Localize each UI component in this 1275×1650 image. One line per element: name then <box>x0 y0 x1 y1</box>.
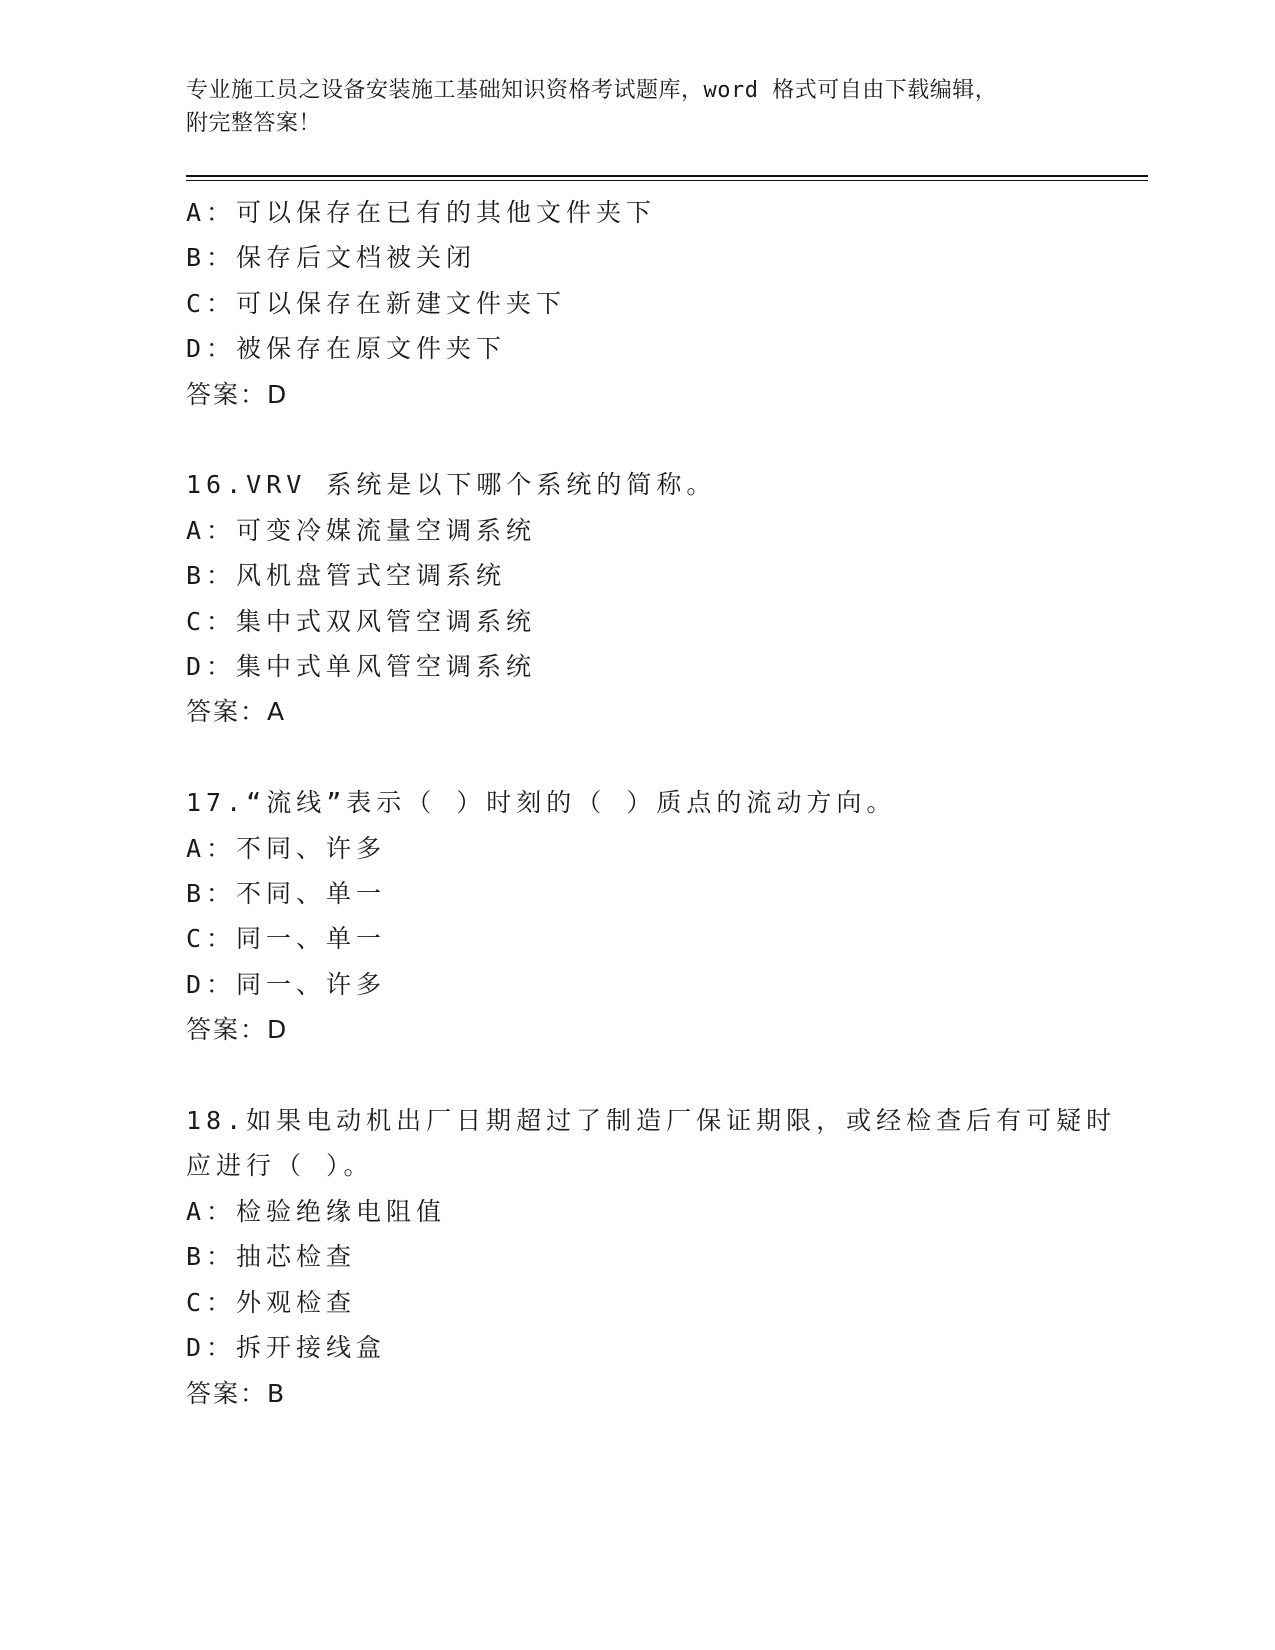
document-header <box>186 74 1086 140</box>
option-d: D：同一、许多 <box>186 969 387 999</box>
option-c: C：集中式双风管空调系统 <box>186 606 537 636</box>
question-list <box>186 190 1117 1416</box>
question-stem-line-1: 18.如果电动机出厂日期超过了制造厂保证期限，或经检查后有可疑时 <box>186 1106 1117 1136</box>
option-b: B：保存后文档被关闭 <box>186 243 477 273</box>
header-divider-thin <box>186 180 1148 181</box>
question-stem: 17.“流线”表示（ ）时刻的（ ）质点的流动方向。 <box>186 788 897 818</box>
answer: 答案：B <box>186 1378 287 1408</box>
header-line-2: 附完整答案！ <box>186 111 322 136</box>
answer: 答案：A <box>186 697 287 727</box>
question-15 <box>186 190 1086 417</box>
option-b: B：抽芯检查 <box>186 1242 357 1272</box>
option-c: C：外观检查 <box>186 1287 357 1317</box>
question-16 <box>186 462 1086 734</box>
option-d: D：集中式单风管空调系统 <box>186 652 537 682</box>
option-b: B：风机盘管式空调系统 <box>186 561 507 591</box>
option-a: A：不同、许多 <box>186 833 387 863</box>
option-a: A：可变冷媒流量空调系统 <box>186 515 537 545</box>
option-d: D：被保存在原文件夹下 <box>186 334 507 364</box>
header-line-1: 专业施工员之设备安装施工基础知识资格考试题库，word 格式可自由下载编辑， <box>186 78 998 103</box>
header-divider <box>186 175 1148 177</box>
option-a: A：可以保存在已有的其他文件夹下 <box>186 198 657 227</box>
option-a: A：检验绝缘电阻值 <box>186 1196 447 1226</box>
option-c: C：可以保存在新建文件夹下 <box>186 288 567 318</box>
question-stem-line-2: 应进行（ ）。 <box>186 1151 374 1181</box>
question-18 <box>186 1098 1117 1416</box>
option-c: C：同一、单一 <box>186 924 387 954</box>
option-d: D：拆开接线盒 <box>186 1333 387 1363</box>
answer: 答案：D <box>186 1015 289 1045</box>
question-stem: 16.VRV 系统是以下哪个系统的简称。 <box>186 470 717 500</box>
option-b: B：不同、单一 <box>186 879 387 909</box>
answer: 答案：D <box>186 379 289 409</box>
question-17 <box>186 780 1086 1052</box>
